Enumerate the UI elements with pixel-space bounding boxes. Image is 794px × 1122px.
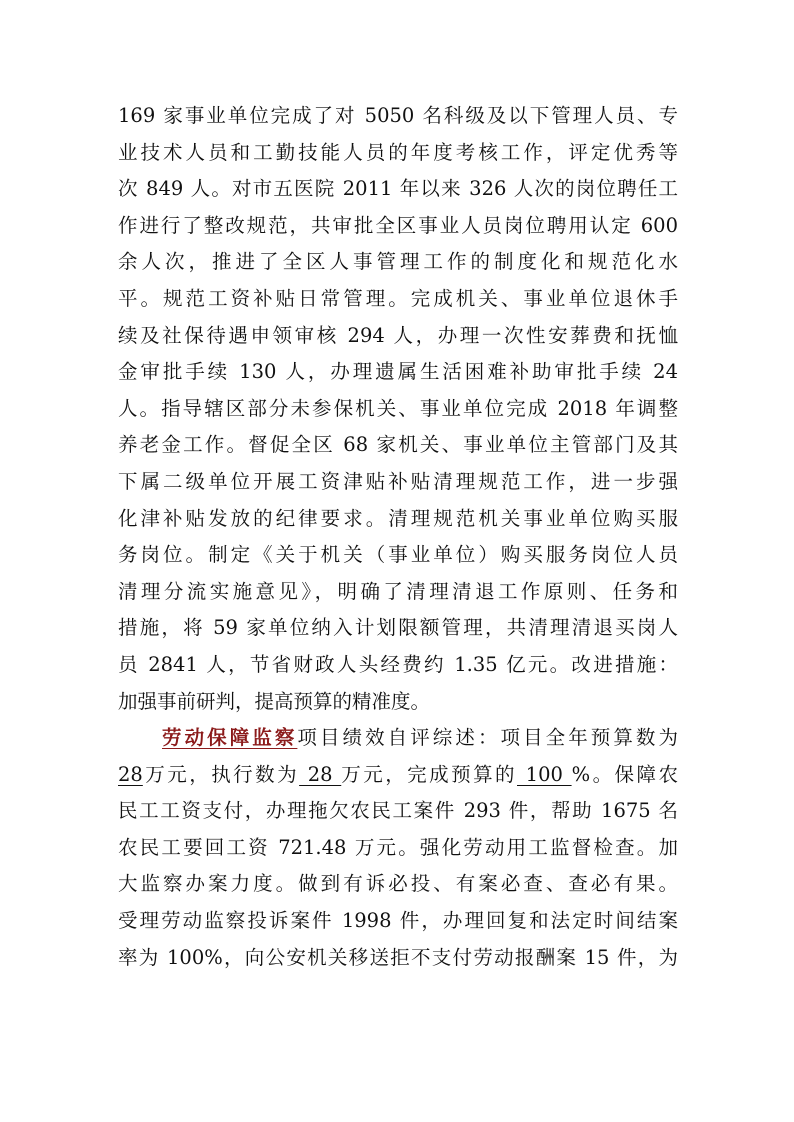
body-text [118,98,678,976]
executed-value: 28 [299,762,342,786]
paragraph-line: 余人次，推进了全区人事管理工作的制度化和规范化水 [118,250,678,274]
paragraph-line: 人。指导辖区部分未参保机关、事业单位完成 2018 年调整 [118,396,678,420]
paragraph-line: 作进行了整改规范，共审批全区事业人员岗位聘用认定 600 [118,213,678,237]
paragraph-line: 大监察办案力度。做到有诉必投、有案必查、查必有果。 [118,872,678,896]
paragraph-line: 平。规范工资补贴日常管理。完成机关、事业单位退休手 [118,286,678,310]
section-heading-line [118,720,678,757]
heading-line-text: 项目绩效自评综述：项目全年预算数为 [297,726,678,750]
paragraph-line: 务岗位。制定《关于机关（事业单位）购买服务岗位人员 [118,543,678,567]
paragraph-line: 下属二级单位开展工资津贴补贴清理规范工作，进一步强 [118,469,678,493]
section-heading: 劳动保障监察 [162,726,298,750]
paragraph-line: 业技术人员和工勤技能人员的年度考核工作，评定优秀等 [118,140,678,164]
paragraph-line: 化津补贴发放的纪律要求。清理规范机关事业单位购买服 [118,506,678,530]
paragraph-line: 员 2841 人，节省财政人头经费约 1.35 亿元。改进措施： [118,652,678,676]
paragraph-line: 169 家事业单位完成了对 5050 名科级及以下管理人员、专 [118,104,678,127]
paragraph-line: 金审批手续 130 人，办理遗属生活困难补助审批手续 24 [118,360,678,384]
paragraph-line: 清理分流实施意见》，明确了清理清退工作原则、任务和 [118,579,678,603]
budget-value: 28 [118,762,143,786]
budget-line-text: 万元，执行数为 [142,762,300,786]
paragraph-line: 率为 100%，向公安机关移送拒不支付劳动报酬案 15 件，为 [118,945,678,969]
paragraph-line: 受理劳动监察投诉案件 1998 件，办理回复和法定时间结案 [118,909,678,933]
paragraph-line: 续及社保待遇申领审核 294 人，办理一次性安葬费和抚恤 [118,323,678,347]
budget-line [118,757,678,794]
budget-line-text: 万元，完成预算的 [341,762,518,786]
budget-line-text: %。保障农 [571,762,678,786]
paragraph-line: 措施，将 59 家单位纳入计划限额管理，共清理清退买岗人 [118,616,678,640]
paragraph-line: 加强事前研判，提高预算的精准度。 [118,689,431,713]
paragraph-line: 民工工资支付，办理拖欠农民工案件 293 件，帮助 1675 名 [118,799,678,823]
paragraph-line: 养老金工作。督促全区 68 家机关、事业单位主管部门及其 [118,433,678,457]
paragraph-line: 农民工要回工资 721.48 万元。强化劳动用工监督检查。加 [118,835,678,859]
completion-value: 100 [517,762,572,786]
paragraph-line: 次 849 人。对市五医院 2011 年以来 326 人次的岗位聘任工 [118,177,678,201]
